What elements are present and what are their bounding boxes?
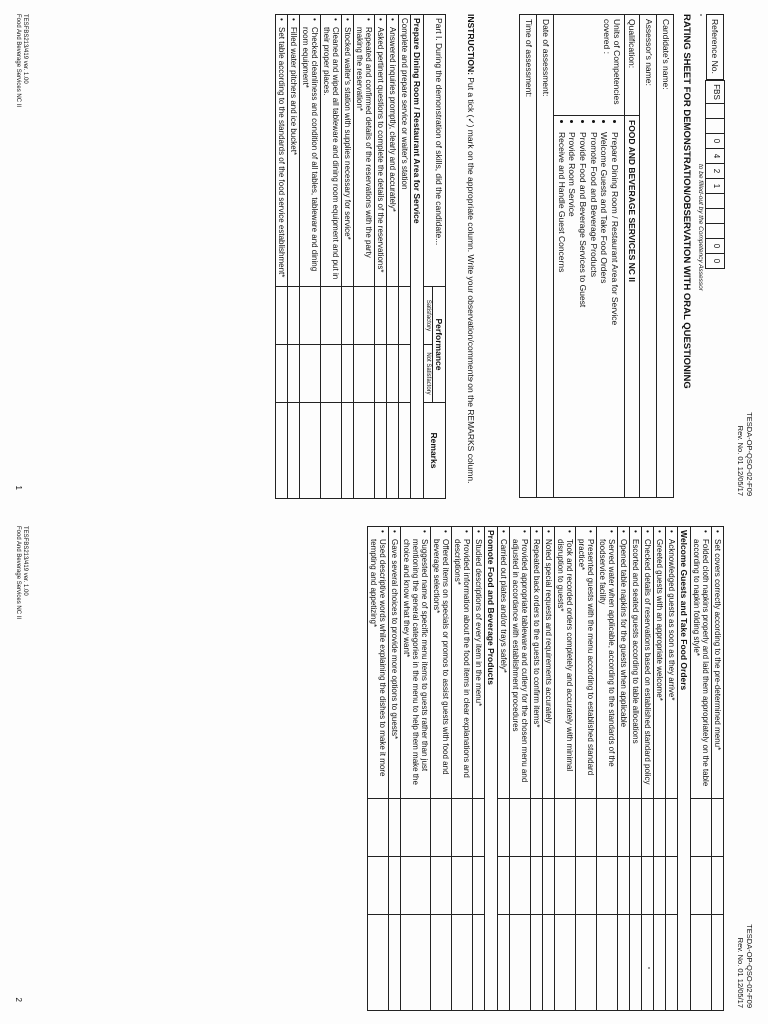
rating-row: [691, 527, 712, 1011]
unit-item: • Prepare Dining Room / Restaurant Area for Service: [609, 132, 620, 493]
criterion-text: • Asked pertinent questions to complete the details of the reservations*: [375, 15, 387, 287]
criterion-text: • Escorted and seated guests according to table allocations: [630, 527, 642, 799]
rating-row: [401, 527, 431, 1011]
criterion-text: • Checked details of reservations based on established standard policy: [642, 527, 654, 799]
page-title: RATING SHEET FOR DEMONSTRATION/OBSERVATION WITH ORAL QUESTIONING: [681, 14, 692, 389]
criterion-text: • Carried out plates and/or trays safely*: [498, 527, 510, 799]
reference-digit[interactable]: [706, 208, 724, 223]
rating-table-page-1: [275, 14, 446, 499]
not-satisfactory-cell[interactable]: [342, 345, 354, 403]
not-satisfactory-cell[interactable]: [321, 345, 342, 403]
criterion-text: • Set table according to the standards of the food service establishment*: [276, 15, 288, 287]
remarks-cell[interactable]: [531, 915, 543, 1011]
unit-item: • Promote Food and Beverage Products: [588, 132, 599, 493]
criterion-text: • Noted special requests and requirements accurately: [543, 527, 555, 799]
satisfactory-cell[interactable]: [654, 799, 666, 857]
satisfactory-cell[interactable]: [321, 287, 342, 345]
rating-row: [597, 527, 618, 1011]
unit-item: • Welcome Guests and Take Food Orders: [599, 132, 610, 493]
remarks-cell[interactable]: [498, 915, 510, 1011]
criterion-text: • Opened table napkins for the guests when applicable: [618, 527, 630, 799]
satisfactory-cell[interactable]: [498, 799, 510, 857]
remarks-cell[interactable]: [642, 915, 654, 1011]
reference-digit[interactable]: 2: [706, 163, 724, 178]
remarks-cell[interactable]: [555, 915, 576, 1011]
satisfactory-heading: Satisfactory: [424, 287, 433, 345]
satisfactory-cell[interactable]: [375, 287, 387, 345]
satisfactory-cell[interactable]: [431, 799, 452, 857]
satisfactory-cell[interactable]: [642, 799, 654, 857]
not-satisfactory-heading: Not Satisfactory: [424, 345, 433, 403]
criterion-text: • Folded cloth napkins properly and laid them appropriately on the table according to napkin folding style*: [691, 527, 712, 799]
date-of-assessment-field[interactable]: Date of assessment:: [537, 15, 554, 498]
reference-digit[interactable]: 0: [706, 238, 724, 253]
criterion-text: • Suggested name of specific menu items to guests rather than just mentioning the general categories in the menu to help them make the choice and know what they want*: [401, 527, 431, 799]
reference-digit[interactable]: [706, 103, 724, 118]
rating-row: [555, 527, 576, 1011]
not-satisfactory-cell[interactable]: [691, 857, 712, 915]
criterion-text: • Offered items on specials or promos to assist guests with food and beverage selections*: [431, 527, 452, 799]
not-satisfactory-cell[interactable]: [473, 857, 485, 915]
fill-out-note: to be filled-out by the Competency Assessor: [697, 164, 704, 291]
remarks-cell[interactable]: [276, 403, 288, 499]
form-code: TESDA-OP-QSO-02-F09: [745, 924, 754, 1008]
satisfactory-cell[interactable]: [288, 287, 300, 345]
satisfactory-cell[interactable]: [630, 799, 642, 857]
remarks-cell[interactable]: [666, 915, 678, 1011]
not-satisfactory-cell[interactable]: [597, 857, 618, 915]
rating-row: [354, 15, 375, 499]
satisfactory-cell[interactable]: [473, 799, 485, 857]
rating-row: [712, 527, 724, 1011]
footer-qualification: Food And Beverage Services NC II: [15, 526, 22, 620]
reference-number-row: [706, 14, 724, 498]
satisfactory-cell[interactable]: [691, 799, 712, 857]
unit-item: • Provide Room Service: [567, 132, 578, 493]
rating-row: [300, 15, 321, 499]
not-satisfactory-cell[interactable]: [642, 857, 654, 915]
document-code: [735, 924, 754, 1008]
criterion-text: • Set covers correctly according to the pre-determined menu*: [712, 527, 724, 799]
satisfactory-cell[interactable]: [342, 287, 354, 345]
remarks-cell[interactable]: [618, 915, 630, 1011]
revision-number: Rev. No. 01 12/05/17: [735, 425, 745, 496]
satisfactory-cell[interactable]: [543, 799, 555, 857]
rating-row: [431, 527, 452, 1011]
assessor-name-field[interactable]: Assessor's name:: [640, 15, 657, 498]
footer: [14, 14, 28, 107]
remarks-cell[interactable]: [375, 403, 387, 499]
rating-table-page-2: [367, 526, 724, 1011]
footer: [14, 526, 28, 619]
reference-digit[interactable]: [706, 223, 724, 238]
not-satisfactory-cell[interactable]: [300, 345, 321, 403]
criterion-text: • Acknowledged guests as soon as they arrive*: [666, 527, 678, 799]
criterion-text: • Checked cleanliness and condition of all tables, tableware and dining room equipment*: [300, 15, 321, 287]
footer-version: TESFBS213/419 ver. 1.00: [22, 14, 29, 84]
satisfactory-cell[interactable]: [576, 799, 597, 857]
rating-row: [510, 527, 531, 1011]
section-heading: Welcome Guests and Take Food Orders: [678, 527, 691, 1011]
not-satisfactory-cell[interactable]: [618, 857, 630, 915]
criterion-text: • Stocked waiter's station with supplies necessary for service*: [342, 15, 354, 287]
not-satisfactory-cell[interactable]: [389, 857, 401, 915]
satisfactory-cell[interactable]: [276, 287, 288, 345]
not-satisfactory-cell[interactable]: [576, 857, 597, 915]
remarks-cell[interactable]: [654, 915, 666, 1011]
criterion-text: • Served water when applicable, according to the standards of the foodservice facility: [597, 527, 618, 799]
remarks-cell[interactable]: [342, 403, 354, 499]
rating-row: [654, 527, 666, 1011]
not-satisfactory-cell[interactable]: [452, 857, 473, 915]
reference-digit[interactable]: 0: [706, 253, 724, 268]
remarks-cell[interactable]: [576, 915, 597, 1011]
rating-row: [543, 527, 555, 1011]
units-label: Units of Competencies covered :: [554, 15, 625, 116]
rating-row: [473, 527, 485, 1011]
remarks-heading: Remarks: [424, 403, 446, 499]
satisfactory-cell[interactable]: [555, 799, 576, 857]
remarks-cell[interactable]: [354, 403, 375, 499]
reference-digit[interactable]: 1: [706, 178, 724, 193]
satisfactory-cell[interactable]: [354, 287, 375, 345]
reference-boxes: [705, 80, 725, 269]
criterion-text: • Provided information about the food items in clear explanations and descriptions*: [452, 527, 473, 799]
unit-item: • Receive and Handle Guest Concerns: [556, 132, 567, 493]
rating-row: [375, 15, 387, 499]
not-satisfactory-cell[interactable]: [498, 857, 510, 915]
qualification-value: FOOD AND BEVERAGE SERVICES NC II: [625, 116, 640, 498]
satisfactory-cell[interactable]: [531, 799, 543, 857]
satisfactory-cell[interactable]: [368, 799, 389, 857]
remarks-cell[interactable]: [387, 403, 399, 499]
criterion-text: • Greeted guests with an appropriate welcome*: [654, 527, 666, 799]
not-satisfactory-cell[interactable]: [368, 857, 389, 915]
not-satisfactory-cell[interactable]: [354, 345, 375, 403]
remarks-cell[interactable]: [691, 915, 712, 1011]
remarks-cell[interactable]: [300, 403, 321, 499]
rating-row: [288, 15, 300, 499]
not-satisfactory-cell[interactable]: [510, 857, 531, 915]
not-satisfactory-cell[interactable]: [543, 857, 555, 915]
criterion-text: • Provided appropriate tableware and cutlery for the chosen menu and adjusted in accordance with establishment procedures: [510, 527, 531, 799]
criterion-text: • Studied descriptions of every item in the menu*: [473, 527, 485, 799]
rating-row: [531, 527, 543, 1011]
footer-version: TESFBS213/419 ver. 1.00: [22, 526, 29, 596]
satisfactory-cell[interactable]: [666, 799, 678, 857]
sub-heading: Complete and prepare service or waiter's station: [399, 15, 411, 287]
not-satisfactory-cell[interactable]: [555, 857, 576, 915]
performance-heading: Performance: [433, 287, 446, 403]
not-satisfactory-cell[interactable]: [531, 857, 543, 915]
criterion-text: • Answered inquiries promptly, clearly and accurately*: [387, 15, 399, 287]
footer-qualification: Food And Beverage Services NC II: [15, 14, 22, 108]
not-satisfactory-cell[interactable]: [288, 345, 300, 403]
satisfactory-cell[interactable]: [712, 799, 724, 857]
remarks-cell[interactable]: [431, 915, 452, 1011]
rating-row: [618, 527, 630, 1011]
not-satisfactory-cell[interactable]: [712, 857, 724, 915]
criterion-text: • Took and recorded orders completely and accurately with minimal disruption to guests*: [555, 527, 576, 799]
not-satisfactory-cell[interactable]: [630, 857, 642, 915]
candidate-info-table: [519, 14, 674, 498]
satisfactory-cell[interactable]: [401, 799, 431, 857]
reference-digit[interactable]: 4: [706, 148, 724, 163]
reference-digit[interactable]: [706, 193, 724, 208]
instruction-label: INSTRUCTION:: [466, 14, 476, 75]
rating-row: [498, 527, 510, 1011]
remarks-cell[interactable]: [288, 403, 300, 499]
remarks-cell[interactable]: [712, 915, 724, 1011]
section-heading: Prepare Dining Room / Restaurant Area for Service: [411, 15, 424, 499]
rating-row: [666, 527, 678, 1011]
criterion-text: • Repeated and confirmed details of the reservations with the party making the reservation*: [354, 15, 375, 287]
criterion-text: • Filled water pitchers and ice bucket*: [288, 15, 300, 287]
rating-row: [642, 527, 654, 1011]
not-satisfactory-cell[interactable]: [654, 857, 666, 915]
rating-row: [630, 527, 642, 1011]
criterion-text: • Used descriptive words while explaining the dishes to make it more tempting and appetizing*: [368, 527, 389, 799]
remarks-cell[interactable]: [473, 915, 485, 1011]
reference-label: Reference No.: [706, 14, 724, 80]
remarks-cell[interactable]: [597, 915, 618, 1011]
criterion-text: • Cleaned and wiped all tableware and dining room equipment and put in their proper places.: [321, 15, 342, 287]
rating-row: [368, 527, 389, 1011]
instruction-text: Put a tick (✓) mark on the appropriate column. Write your observation/comments on the REMARKS column.: [466, 77, 476, 484]
not-satisfactory-cell[interactable]: [666, 857, 678, 915]
satisfactory-cell[interactable]: [389, 799, 401, 857]
satisfactory-cell[interactable]: [387, 287, 399, 345]
reference-digit[interactable]: [706, 118, 724, 133]
reference-digit[interactable]: 0: [706, 133, 724, 148]
satisfactory-cell[interactable]: [618, 799, 630, 857]
remarks-cell[interactable]: [452, 915, 473, 1011]
remarks-cell[interactable]: [389, 915, 401, 1011]
satisfactory-cell[interactable]: [300, 287, 321, 345]
revision-number: Rev. No. 01 12/05/17: [735, 937, 745, 1008]
qualification-label: Qualification:: [625, 15, 640, 116]
rating-row: [389, 527, 401, 1011]
time-of-assessment-field[interactable]: Time of assessment:: [520, 15, 537, 498]
satisfactory-cell[interactable]: [597, 799, 618, 857]
reference-prefix: FBS: [706, 80, 724, 103]
criterion-text: • Gave several choices to provide more options to guests*: [389, 527, 401, 799]
rating-row: [342, 15, 354, 499]
page-2-content: [0, 512, 768, 1024]
criterion-text: • Presented guests with the menu according to established standard practice*: [576, 527, 597, 799]
remarks-cell[interactable]: [321, 403, 342, 499]
rating-row: [276, 15, 288, 499]
rating-row: [452, 527, 473, 1011]
page-number: 2: [14, 997, 23, 1002]
satisfactory-cell[interactable]: [510, 799, 531, 857]
not-satisfactory-cell[interactable]: [401, 857, 431, 915]
page-2: [0, 512, 768, 1024]
not-satisfactory-cell[interactable]: [431, 857, 452, 915]
not-satisfactory-cell[interactable]: [276, 345, 288, 403]
form-code: TESDA-OP-QSO-02-F09: [745, 412, 754, 496]
criterion-text: • Repeated back orders to the guests to confirm items*: [531, 527, 543, 799]
not-satisfactory-cell[interactable]: [387, 345, 399, 403]
section-heading: Promote Food and Beverage Products: [485, 527, 498, 1011]
rating-row: [321, 15, 342, 499]
units-list: [556, 120, 620, 493]
unit-item: • Provide Food and Beverage Services to Guest: [578, 132, 589, 493]
instruction: [465, 14, 476, 498]
remarks-cell[interactable]: [401, 915, 431, 1011]
candidate-name-field[interactable]: Candidate's name:: [657, 15, 674, 498]
units-list-cell: [554, 116, 625, 498]
document-code: [735, 412, 754, 496]
rating-row: [576, 527, 597, 1011]
remarks-cell[interactable]: [510, 915, 531, 1011]
not-satisfactory-cell[interactable]: [375, 345, 387, 403]
remarks-cell[interactable]: [630, 915, 642, 1011]
part-heading: Part I. During the demonstration of skills, did the candidate...: [424, 15, 446, 287]
satisfactory-cell[interactable]: [452, 799, 473, 857]
remarks-cell[interactable]: [368, 915, 389, 1011]
remarks-cell[interactable]: [543, 915, 555, 1011]
page-number: 1: [14, 485, 23, 490]
rating-row: [387, 15, 399, 499]
